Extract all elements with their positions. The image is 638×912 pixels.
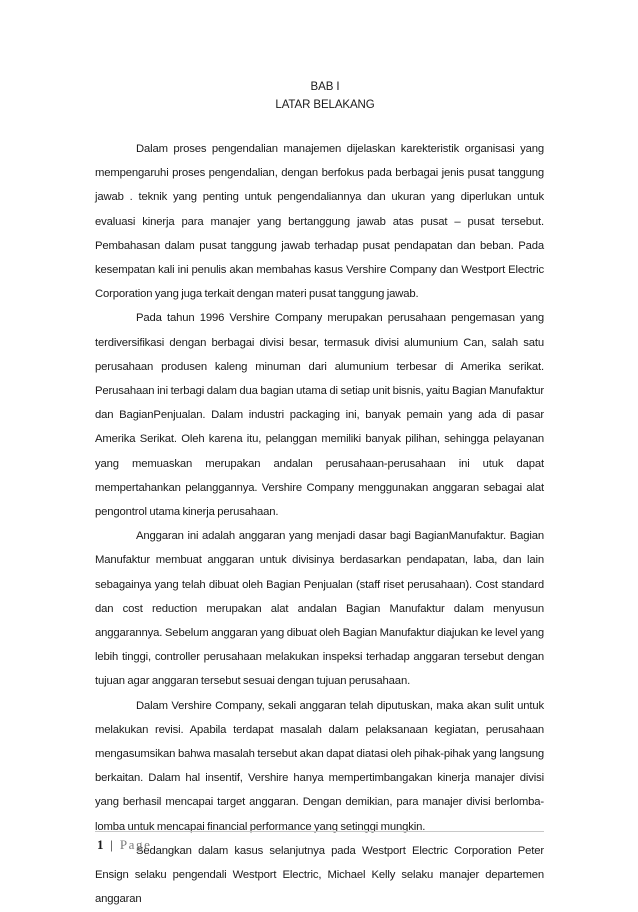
footer-separator: | <box>110 837 113 852</box>
page-number: 1 <box>97 837 104 852</box>
paragraph: Dalam Vershire Company, sekali anggaran telah diputuskan, maka akan sulit untuk melakukan revisi. Apabila terdapat masalah dalam pelaksanaan kegiatan, perusahaan mengasumsikan bahwa masalah tersebut akan dapat diatasi oleh pihak-pihak yang langsung berkaitan. Dalam hal insentif, Vershire hanya mempertimbangakan kinerja manajer divisi yang berhasil mencapai target anggaran. Dengan demikian, para manajer divisi berlomba-lomba untuk mencapai financial performance yang setinggi mungkin. <box>95 699 544 833</box>
paragraph: Sedangkan dalam kasus selanjutnya pada Westport Electric Corporation Peter Ensign selaku pengendali Westport Electric, Michael Kelly selaku manajer departemen anggaran <box>95 844 544 906</box>
page-footer <box>97 837 152 853</box>
footer-divider <box>95 831 544 832</box>
paragraph: Dalam proses pengendalian manajemen dijelaskan karekteristik organisasi yang mempengaruhi proses pengendalian, dengan berfokus pada berbagai jenis pusat tanggung jawab . teknik yang penting untuk pengendaliannya dan ukuran yang diperlukan untuk evaluasi kinerja para manajer yang bertanggung jawab atas pusat – pusat tersebut. Pembahasan dalam pusat tanggung jawab terhadap pusat pendapatan dan beban. Pada kesempatan kali ini penulis akan membahas kasus Vershire Company dan Westport Electric Corporation yang juga terkait dengan materi pusat tanggung jawab. <box>95 143 544 301</box>
paragraph: Pada tahun 1996 Vershire Company merupakan perusahaan pengemasan yang terdiversifikasi dengan berbagai divisi besar, termasuk divisi alumunium Can, salah satu perusahaan produsen kaleng minuman dari alumunium terbesar di Amerika serikat. Perusahaan ini terbagi dalam dua bagian utama di setiap unit bisnis, yaitu Bagian Manufaktur dan BagianPenjualan. Dalam industri packaging ini, banyak pemain yang ada di pasar Amerika Serikat. Oleh karena itu, pelanggan memiliki banyak pilihan, sehingga pelayanan yang memuaskan merupakan andalan perusahaan-perusahaan ini utuk dapat mempertahankan pelanggannya. Vershire Company menggunakan anggaran sebagai alat pengontrol utama kinerja perusahaan. <box>95 312 544 519</box>
body-text <box>95 137 544 912</box>
page-label: Page <box>119 837 152 852</box>
paragraph: Anggaran ini adalah anggaran yang menjadi dasar bagi BagianManufaktur. Bagian Manufaktur membuat anggaran untuk divisinya berdasarkan pendapatan, laba, dan lain sebagainya yang telah dibuat oleh Bagian Penjualan (staff riset perusahaan). Cost standard dan cost reduction merupakan alat andalan Bagian Manufaktur dalam menyusun anggarannya. Sebelum anggaran yang dibuat oleh Bagian Manufaktur diajukan ke level yang lebih tinggi, controller perusahaan melakukan inspeksi terhadap anggaran tersebut dengan tujuan agar anggaran tersebut sesuai dengan tujuan perusahaan. <box>95 530 544 688</box>
chapter-number: BAB I <box>310 81 340 93</box>
chapter-title: LATAR BELAKANG <box>275 99 375 111</box>
